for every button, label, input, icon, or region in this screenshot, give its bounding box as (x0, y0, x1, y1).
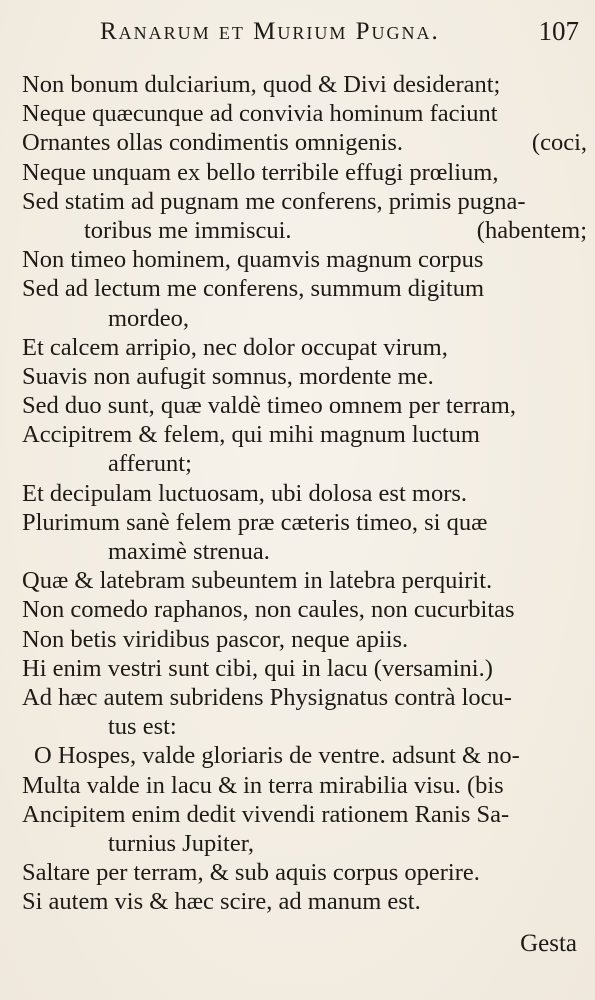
text-line: Ancipitem enim dedit vivendi rationem Ranis Sa- (22, 800, 510, 828)
text-line: Neque unquam ex bello terribile effugi prœlium, (22, 158, 499, 186)
text-line: Accipitrem & felem, qui mihi magnum luctum (22, 421, 480, 449)
margin-note-habentem: (habentem; (476, 216, 587, 244)
text-line: tus est: (108, 713, 177, 741)
text-line: Suavis non aufugit somnus, mordente me. (22, 362, 434, 390)
text-line: maximè strenua. (108, 538, 270, 565)
text-line: Quæ & latebram subeuntem in latebra perquirit. (22, 567, 493, 595)
text-line: Et calcem arripio, nec dolor occupat virum, (22, 333, 448, 361)
text-line: Si autem vis & hæc scire, ad manum est. (22, 888, 421, 916)
text-line: mordeo, (108, 304, 189, 332)
text-line: Hi enim vestri sunt cibi, qui in lacu (versamini.) (22, 654, 493, 682)
running-title: Ranarum et Murium Pugna. (100, 18, 440, 45)
catchword: Gesta (520, 930, 577, 957)
page-number: 107 (538, 16, 579, 46)
running-head (0, 16, 595, 56)
text-line: O Hospes, valde gloriaris de ventre. adsunt & no- (34, 742, 520, 770)
text-line: Multa valde in lacu & in terra mirabilia visu. (bis (22, 771, 504, 799)
text-line: Sed statim ad pugnam me conferens, primis pugna- (22, 187, 526, 215)
text-line: Saltare per terram, & sub aquis corpus operire. (22, 859, 480, 887)
text-line: Non timeo hominem, quamvis magnum corpus (22, 246, 484, 274)
text-line-content: toribus me immiscui. (84, 216, 292, 244)
text-line: Non betis viridibus pascor, neque apiis. (22, 625, 409, 653)
text-line (22, 216, 587, 245)
text-line: Non bonum dulciarium, quod & Divi desiderant; (22, 71, 501, 98)
text-line: afferunt; (108, 450, 192, 478)
text-line (22, 128, 587, 157)
margin-note-coci: (coci, (531, 129, 587, 157)
text-line: Sed ad lectum me conferens, summum digitum (22, 275, 485, 303)
verse-text (22, 70, 587, 916)
text-line: Non comedo raphanos, non caules, non cucurbitas (22, 596, 515, 624)
text-line: turnius Jupiter, (108, 829, 255, 857)
text-line: Neque quæcunque ad convivia hominum faciunt (22, 100, 498, 128)
text-line: Ad hæc autem subridens Physignatus contrà locu- (22, 683, 512, 711)
text-line: Et decipulam luctuosam, ubi dolosa est mors. (22, 479, 468, 507)
text-line-content: Ornantes ollas condimentis omnigenis. (22, 129, 404, 157)
text-line: Plurimum sanè felem præ cæteris timeo, si quæ (22, 508, 488, 536)
text-line: Sed duo sunt, quæ valdè timeo omnem per terram, (22, 392, 516, 420)
